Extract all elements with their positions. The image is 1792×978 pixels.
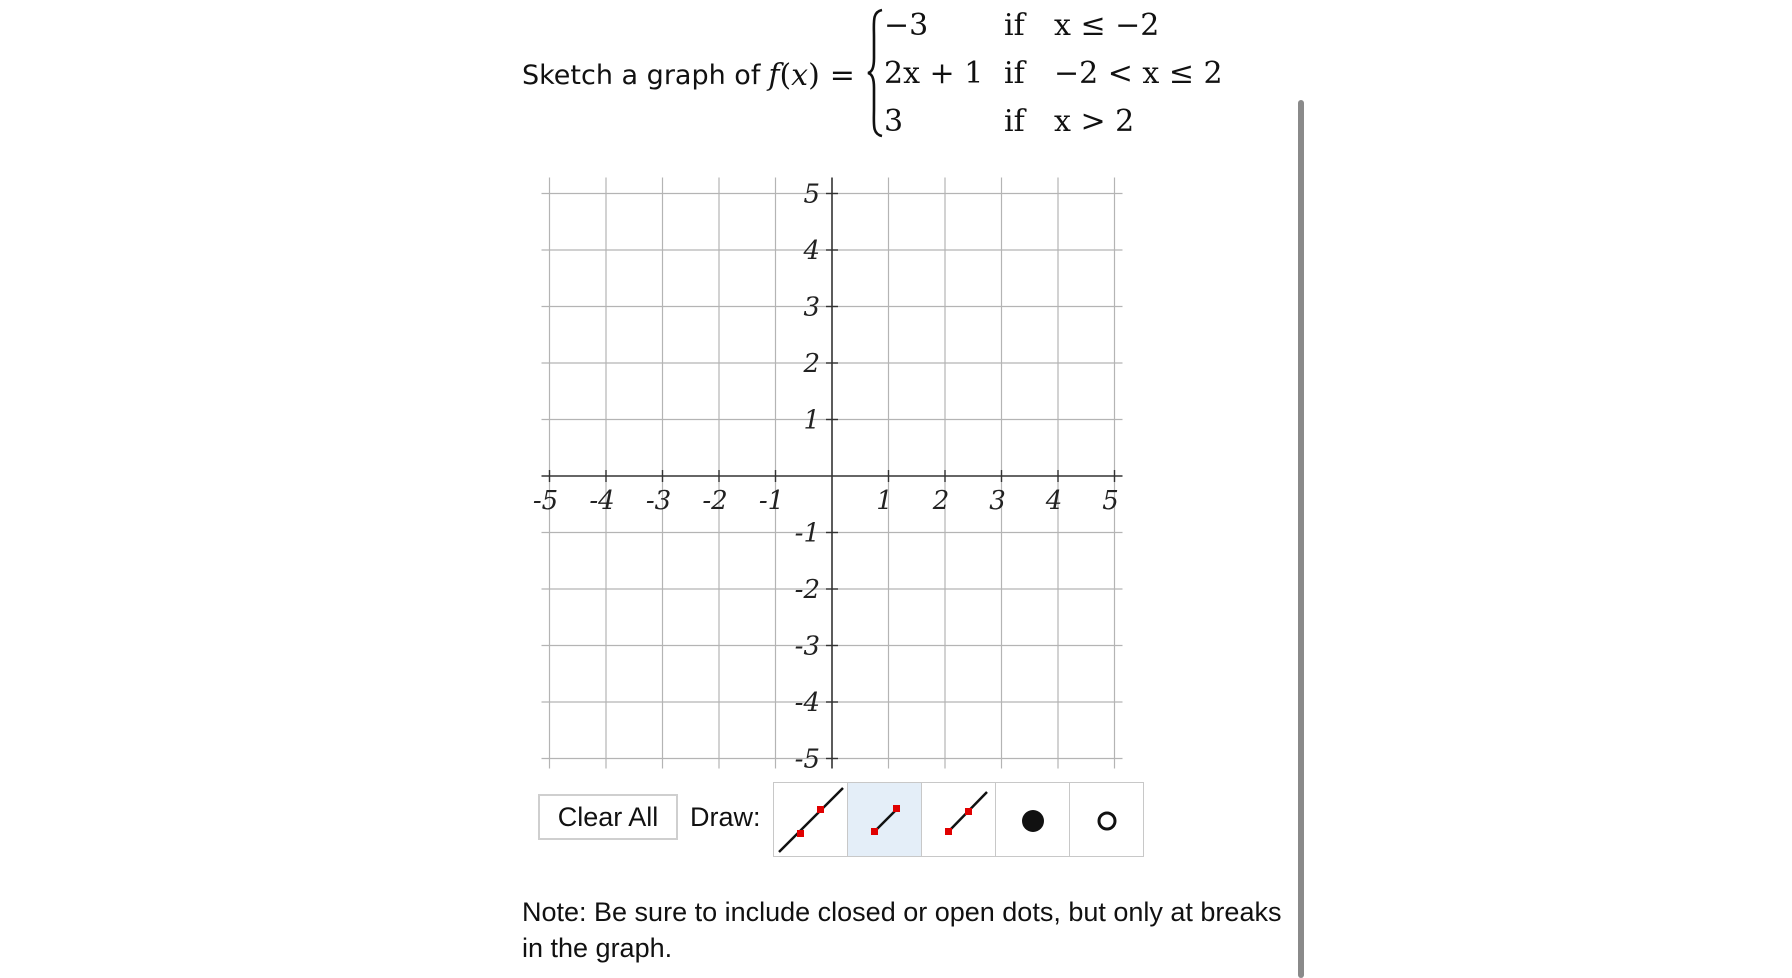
- x-tick-label: -3: [645, 486, 672, 516]
- function-notation: f(x) =: [768, 58, 855, 93]
- y-tick-label: -2: [794, 575, 820, 605]
- open-dot-icon: [1071, 784, 1143, 856]
- segment-tool[interactable]: [847, 782, 922, 857]
- closed-dot-icon: [997, 784, 1069, 856]
- closed-dot-tool[interactable]: [995, 782, 1070, 857]
- segment-icon: [849, 784, 921, 856]
- x-tick-label: -4: [589, 486, 615, 516]
- prompt-text: Sketch a graph of: [522, 60, 761, 91]
- x-tick-label: 1: [876, 486, 893, 516]
- y-tick-label: -1: [794, 518, 820, 549]
- ray-icon: [923, 784, 995, 856]
- open-dot-tool[interactable]: [1069, 782, 1144, 857]
- x-tick-label: -5: [532, 486, 559, 516]
- y-tick-label: 4: [803, 236, 820, 266]
- y-tick-label: -4: [794, 688, 820, 718]
- x-tick-label: 5: [1102, 486, 1119, 516]
- x-tick-label: -1: [758, 486, 785, 516]
- line-tool[interactable]: [773, 782, 848, 857]
- y-tick-label: 3: [803, 292, 820, 323]
- ray-tool[interactable]: [921, 782, 996, 857]
- x-tick-label: 4: [1045, 486, 1063, 516]
- draw-label: Draw:: [690, 802, 761, 832]
- clear-all-button[interactable]: Clear All: [538, 794, 678, 840]
- y-tick-label: 5: [803, 179, 820, 210]
- piecewise-cases: −3 if x ≤ −2 2x + 1 if −2 < x ≤ 2 3 if x > 2: [884, 8, 1223, 139]
- y-tick-label: 1: [803, 405, 820, 436]
- y-tick-label: 2: [803, 349, 820, 379]
- y-tick-label: -3: [794, 631, 820, 662]
- note-text: Note: Be sure to include closed or open dots, but only at breaks in the graph.: [522, 897, 1282, 963]
- x-tick-label: -2: [702, 486, 728, 516]
- tool-group: [774, 782, 1144, 857]
- x-tick-label: 3: [989, 486, 1006, 516]
- scrollbar[interactable]: [1298, 100, 1304, 978]
- x-tick-label: 2: [932, 486, 950, 516]
- line-icon: [775, 784, 847, 856]
- y-tick-label: -5: [794, 744, 820, 775]
